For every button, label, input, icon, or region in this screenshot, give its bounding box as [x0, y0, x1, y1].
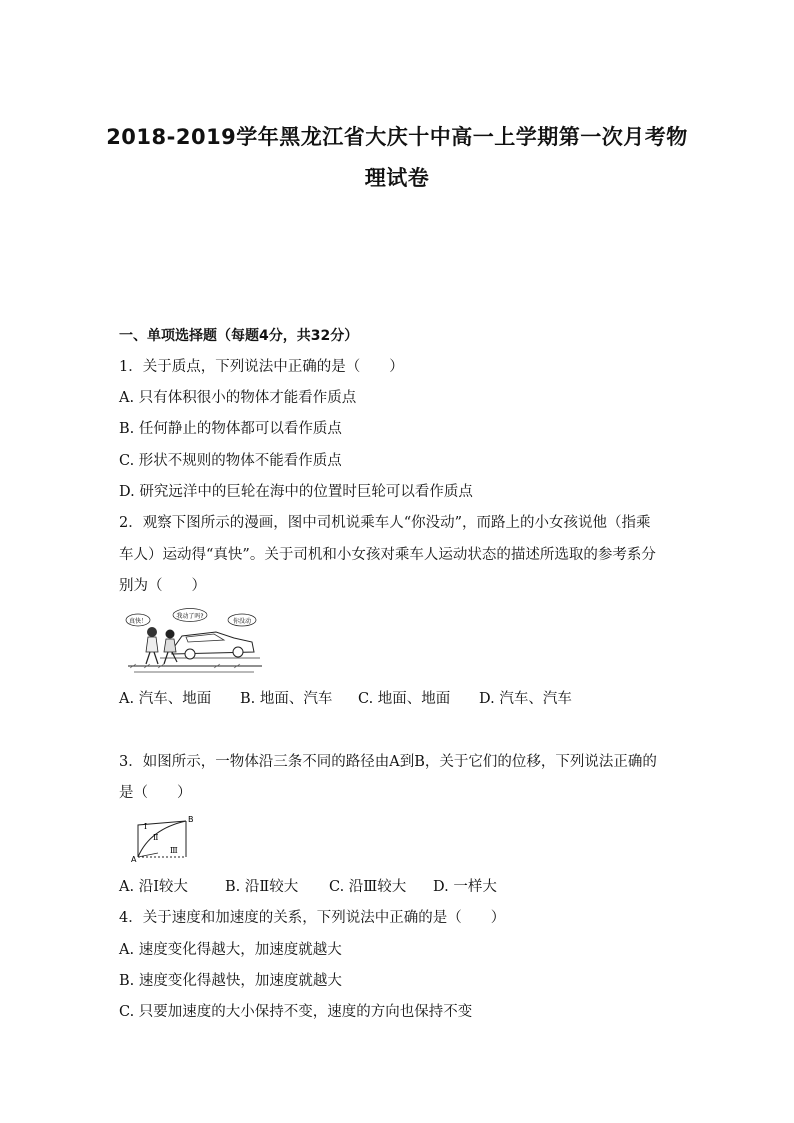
question-2-option-b: B. 地面、汽车: [240, 691, 333, 707]
question-4-option-c: C. 只要加速度的大小保持不变，速度的方向也保持不变: [119, 1004, 473, 1020]
question-1-option-b: B. 任何静止的物体都可以看作质点: [119, 421, 342, 437]
question-3-option-c: C. 沿Ⅲ较大: [329, 879, 407, 895]
section-heading: 一、单项选择题（每题4分，共32分）: [119, 328, 359, 344]
question-2-stem-line2: 车人）运动得“真快”。关于司机和小女孩对乘车人运动状态的描述所选取的参考系分: [119, 547, 656, 563]
document-title-line1: 2018-2019学年黑龙江省大庆十中高一上学期第一次月考物: [106, 125, 688, 149]
question-1-option-a: A. 只有体积很小的物体才能看作质点: [119, 390, 357, 406]
question-2-stem-line1: 2．观察下图所示的漫画，图中司机说乘车人“你没动”，而路上的小女孩说他（指乘: [119, 515, 651, 531]
question-1-option-c: C. 形状不规则的物体不能看作质点: [119, 453, 342, 469]
question-2-stem-line3: 别为（ ）: [119, 578, 206, 594]
bubble-1-text: 真快！: [128, 618, 148, 625]
question-2-option-c: C. 地面、地面: [358, 691, 451, 707]
point-a-label: A: [131, 855, 137, 863]
question-3-option-d: D. 一样大: [433, 879, 497, 895]
question-3-stem-line2: 是（ ）: [119, 785, 192, 801]
question-4-option-a: A. 速度变化得越大，加速度就越大: [119, 942, 342, 958]
question-1-option-d: D. 研究远洋中的巨轮在海中的位置时巨轮可以看作质点: [119, 484, 473, 500]
cartoon-illustration: [124, 606, 264, 674]
question-3-stem-line1: 3．如图所示，一物体沿三条不同的路径由A到B，关于它们的位移，下列说法正确的: [119, 754, 657, 770]
question-2-option-a: A. 汽车、地面: [119, 691, 212, 707]
question-2-option-d: D. 汽车、汽车: [479, 691, 572, 707]
question-2-options: [119, 689, 572, 709]
path-ii-label: Ⅱ: [153, 833, 159, 842]
bubble-2-text: 我动了吗?: [176, 613, 204, 620]
path-diagram-svg: [128, 813, 196, 863]
path-diagram: [128, 813, 196, 863]
document-title-line2: 理试卷: [364, 166, 430, 190]
path-iii-label: Ⅲ: [170, 846, 178, 855]
question-3-option-b: B. 沿Ⅱ较大: [225, 879, 299, 895]
bubble-3-text: 你没动: [232, 618, 252, 625]
path-i-label: Ⅰ: [144, 822, 148, 831]
question-1-stem: 1．关于质点，下列说法中正确的是（ ）: [119, 359, 404, 375]
cartoon-figure: [124, 606, 264, 674]
point-b-label: B: [188, 815, 194, 824]
question-4-stem: 4．关于速度和加速度的关系，下列说法中正确的是（ ）: [119, 910, 506, 926]
question-3-options: [119, 877, 497, 897]
question-3-option-a: A. 沿Ⅰ较大: [119, 879, 188, 895]
question-4-option-b: B. 速度变化得越快，加速度就越大: [119, 973, 342, 989]
